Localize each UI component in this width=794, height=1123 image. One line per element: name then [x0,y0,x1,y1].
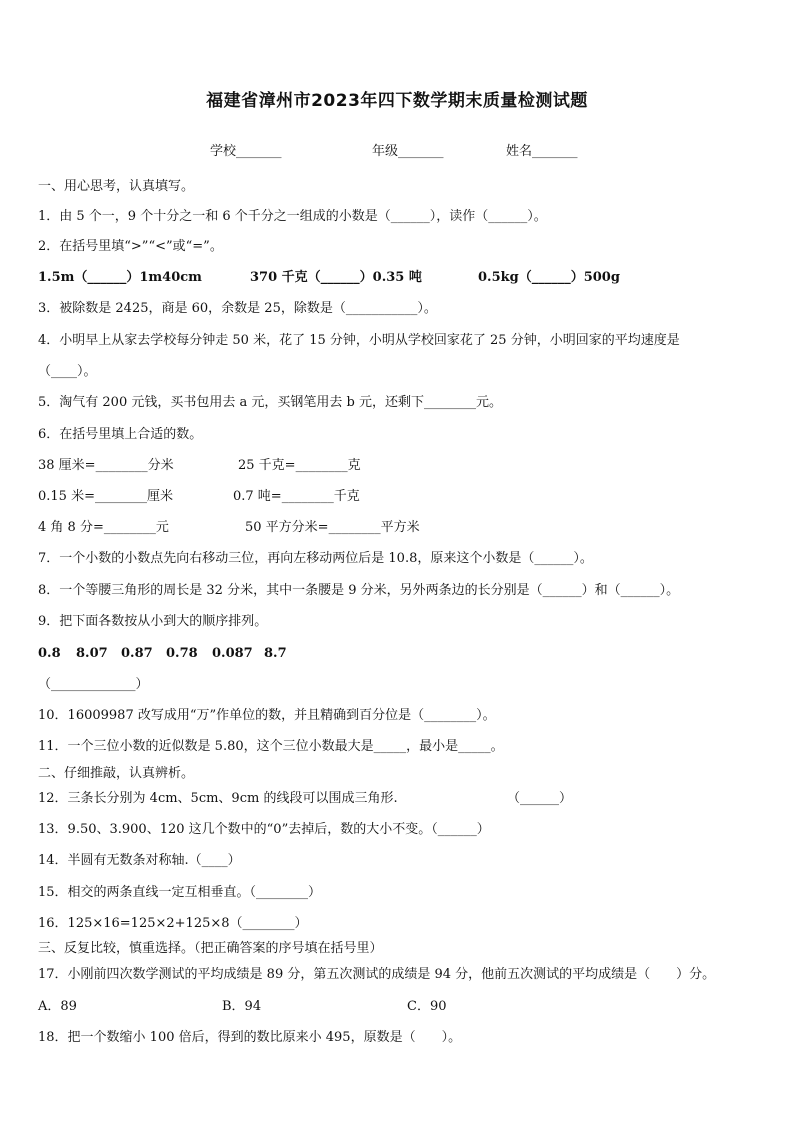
page-title: 福建省漳州市2023年四下数学期末质量检测试题 [206,91,588,111]
question-16: 16．125×16=125×2+125×8（________） [38,916,308,931]
question-6-item: 25 千克=________克 [238,458,361,473]
question-7: 7．一个小数的小数点先向右移动三位，再向左移动两位后是 10.8，原来这个小数是（______）。 [38,551,593,566]
question-9-number: 0.087 [212,646,253,661]
question-2-item: 370 千克（______）0.35 吨 [250,270,422,285]
question-9: 9．把下面各数按从小到大的顺序排列。 [38,614,268,629]
question-15: 15．相交的两条直线一定互相垂直。（________） [38,885,322,900]
school-field: 学校_______ [210,144,282,159]
question-13: 13．9.50、3.900、120 这几个数中的“0”去掉后，数的大小不变。（______） [38,822,490,837]
question-5: 5．淘气有 200 元钱，买书包用去 a 元，买钢笔用去 b 元，还剩下________元。 [38,395,502,410]
question-4-continued: （____）。 [38,364,97,379]
question-17-option-b: B．94 [222,999,262,1014]
question-6-item: 50 平方分米=________平方米 [245,520,420,535]
name-field: 姓名_______ [506,144,578,159]
question-6-item: 4 角 8 分=________元 [38,520,169,535]
section-heading-2: 二、仔细推敲，认真辨析。 [38,766,195,781]
question-4: 4．小明早上从家去学校每分钟走 50 米，花了 15 分钟，小明从学校回家花了 25 分钟，小明回家的平均速度是 [38,333,680,348]
question-6-item: 38 厘米=________分米 [38,458,174,473]
question-1: 1．由 5 个一，9 个十分之一和 6 个千分之一组成的小数是（______），读作（______）。 [38,209,547,224]
question-6-item: 0.15 米=________厘米 [38,489,173,504]
question-2-item: 0.5kg（______）500g [478,270,620,285]
question-9-number: 8.07 [76,646,108,661]
section-heading-1: 一、用心思考，认真填写。 [38,179,195,194]
question-9-number: 0.78 [166,646,198,661]
question-2: 2．在括号里填“>”“<”或“=”。 [38,239,223,254]
section-heading-3: 三、反复比较，慎重选择。（把正确答案的序号填在括号里） [38,941,383,956]
question-17-option-c: C．90 [407,999,447,1014]
question-9-number: 0.8 [38,646,61,661]
question-6-item: 0.7 吨=________千克 [233,489,360,504]
question-12: 12．三条长分别为 4cm、5cm、9cm 的线段可以围成三角形. [38,791,398,806]
question-9-answer: （_____________） [38,677,149,692]
question-17-option-a: A．89 [38,999,77,1014]
question-2-item: 1.5m（______）1m40cm [38,270,202,285]
question-3: 3．被除数是 2425，商是 60，余数是 25，除数是（___________）。 [38,301,437,316]
question-10: 10．16009987 改写成用“万”作单位的数，并且精确到百分位是（________）。 [38,708,496,723]
grade-field: 年级_______ [372,144,444,159]
question-12-blank: （______） [507,791,573,806]
question-17: 17．小刚前四次数学测试的平均成绩是 89 分，第五次测试的成绩是 94 分，他前五次测试的平均成绩是（ ）分。 [38,967,716,982]
question-6: 6．在括号里填上合适的数。 [38,427,203,442]
question-9-number: 0.87 [121,646,153,661]
question-14: 14．半圆有无数条对称轴.（____） [38,853,241,868]
question-9-number: 8.7 [264,646,287,661]
question-18: 18．把一个数缩小 100 倍后，得到的数比原来小 495，原数是（ ）。 [38,1030,462,1045]
question-8: 8．一个等腰三角形的周长是 32 分米，其中一条腰是 9 分米，另外两条边的长分别是（______）和（______）。 [38,583,680,598]
question-11: 11．一个三位小数的近似数是 5.80，这个三位小数最大是_____，最小是_____。 [38,739,504,754]
